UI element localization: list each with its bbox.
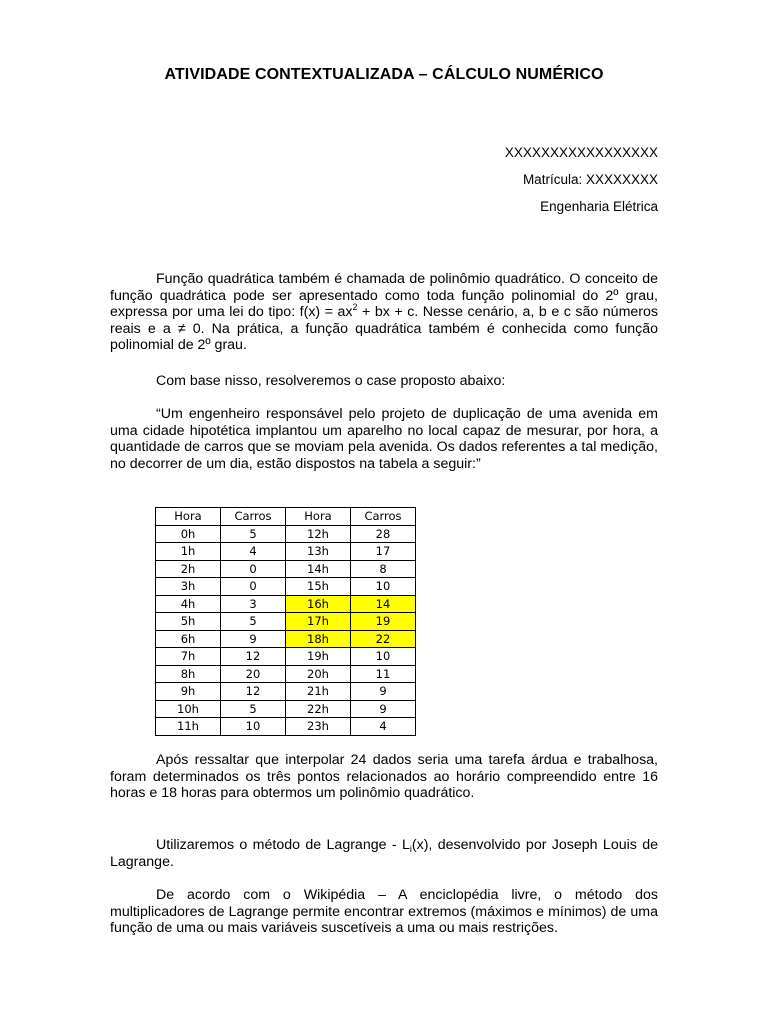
table-cell: 12 [221, 648, 286, 666]
table-cell: 1h [156, 543, 221, 561]
highlighted-cell: 18h [286, 630, 351, 648]
table-cell: 21h [286, 683, 351, 701]
table-cell: 0 [221, 578, 286, 596]
table-cell: 15h [286, 578, 351, 596]
author-name: XXXXXXXXXXXXXXXXX [504, 145, 658, 160]
page-title: ATIVIDADE CONTEXTUALIZADA – CÁLCULO NUMÉRICO [164, 66, 604, 83]
table-cell: 8h [156, 665, 221, 683]
table-row [156, 700, 416, 718]
exponent: 2 [352, 302, 358, 312]
table-cell: 6h [156, 630, 221, 648]
quote-text: “Um engenheiro responsável pelo projeto de duplicação de uma avenida em uma cidade hipotética implantou um aparelho no local capaz de mesurar, por hora, a quantidade de carros que se moviam pela avenida. Os dados referentes a tal medição, no decorrer de um dia, estão dispostos na tabela a seguir:” [110, 406, 658, 472]
table-cell: 20h [286, 665, 351, 683]
header-carros-1: Carros [221, 508, 286, 526]
lagrange-paragraph [110, 837, 658, 870]
table-cell: 13h [286, 543, 351, 561]
intro-text-1: Função quadrática também é chamada de polinômio quadrático. O conceito de função quadrática pode ser apresentado como toda função polinomial do 2º grau, expressa por uma lei do tipo: f(x) = ax [110, 271, 658, 320]
table-cell: 14h [286, 560, 351, 578]
table-row [156, 683, 416, 701]
case-intro-paragraph [110, 373, 658, 390]
after-table-paragraph [110, 752, 658, 802]
highlighted-cell: 14 [351, 595, 416, 613]
table-cell: 4 [351, 718, 416, 736]
header-hora-1: Hora [156, 508, 221, 526]
table-cell: 0h [156, 525, 221, 543]
table-cell: 9 [351, 700, 416, 718]
table-cell: 5 [221, 700, 286, 718]
table-cell: 5 [221, 525, 286, 543]
header-hora-2: Hora [286, 508, 351, 526]
table-row [156, 718, 416, 736]
table-cell: 5h [156, 613, 221, 631]
table-row [156, 525, 416, 543]
after-table-text: Após ressaltar que interpolar 24 dados seria uma tarefa árdua e trabalhosa, foram determinados os três pontos relacionados ao horário compreendido entre 16 horas e 18 horas para obtermos um polinômio quadrático. [110, 752, 658, 801]
highlighted-cell: 16h [286, 595, 351, 613]
header-carros-2: Carros [351, 508, 416, 526]
table-row [156, 630, 416, 648]
table-cell: 9 [351, 683, 416, 701]
wikipedia-text: De acordo com o Wikipédia – A enciclopédia livre, o método dos multiplicadores de Lagrange permite encontrar extremos (máximos e mínimos) de uma função de uma ou mais variáveis suscetíveis a uma ou mais restrições. [110, 887, 658, 936]
table-cell: 2h [156, 560, 221, 578]
table-cell: 9 [221, 630, 286, 648]
table-header-row [156, 508, 416, 526]
table-cell: 17 [351, 543, 416, 561]
table-cell: 10 [351, 648, 416, 666]
intro-paragraph [110, 271, 658, 354]
table-cell: 0 [221, 560, 286, 578]
table-row [156, 595, 416, 613]
table-cell: 12 [221, 683, 286, 701]
quote-paragraph [110, 406, 658, 472]
table-cell: 10 [351, 578, 416, 596]
table-cell: 10 [221, 718, 286, 736]
table-cell: 4h [156, 595, 221, 613]
highlighted-cell: 22 [351, 630, 416, 648]
table-row [156, 543, 416, 561]
table-cell: 4 [221, 543, 286, 561]
table-row [156, 665, 416, 683]
author-matricula: Matrícula: XXXXXXXX [522, 172, 658, 187]
traffic-table [155, 507, 416, 736]
subscript-i: i [409, 844, 412, 854]
highlighted-cell: 19 [351, 613, 416, 631]
table-cell: 3 [221, 595, 286, 613]
table-cell: 10h [156, 700, 221, 718]
case-intro-text: Com base nisso, resolveremos o case proposto abaixo: [156, 373, 506, 389]
table-cell: 7h [156, 648, 221, 666]
table-row [156, 578, 416, 596]
highlighted-cell: 17h [286, 613, 351, 631]
table-cell: 20 [221, 665, 286, 683]
table-cell: 9h [156, 683, 221, 701]
lagrange-text-1: Utilizaremos o método de Lagrange - L [156, 837, 410, 853]
table-cell: 11h [156, 718, 221, 736]
table-cell: 12h [286, 525, 351, 543]
author-course: Engenharia Elétrica [540, 199, 658, 214]
table-cell: 3h [156, 578, 221, 596]
table-cell: 8 [351, 560, 416, 578]
table-cell: 11 [351, 665, 416, 683]
table-cell: 22h [286, 700, 351, 718]
table-row [156, 613, 416, 631]
lagrange-text-2: (x), desenvolvido por Joseph Louis de Lagrange. [110, 837, 659, 870]
intro-text-2: + bx + c. Nesse cenário, a, b e c são números reais e a ≠ 0. Na prática, a função quadrática também é conhecida como função polinomial de 2º grau. [110, 304, 658, 353]
table-cell: 28 [351, 525, 416, 543]
table-cell: 23h [286, 718, 351, 736]
table-cell: 5 [221, 613, 286, 631]
table-cell: 19h [286, 648, 351, 666]
table-row [156, 560, 416, 578]
wikipedia-paragraph [110, 887, 658, 937]
table-row [156, 648, 416, 666]
